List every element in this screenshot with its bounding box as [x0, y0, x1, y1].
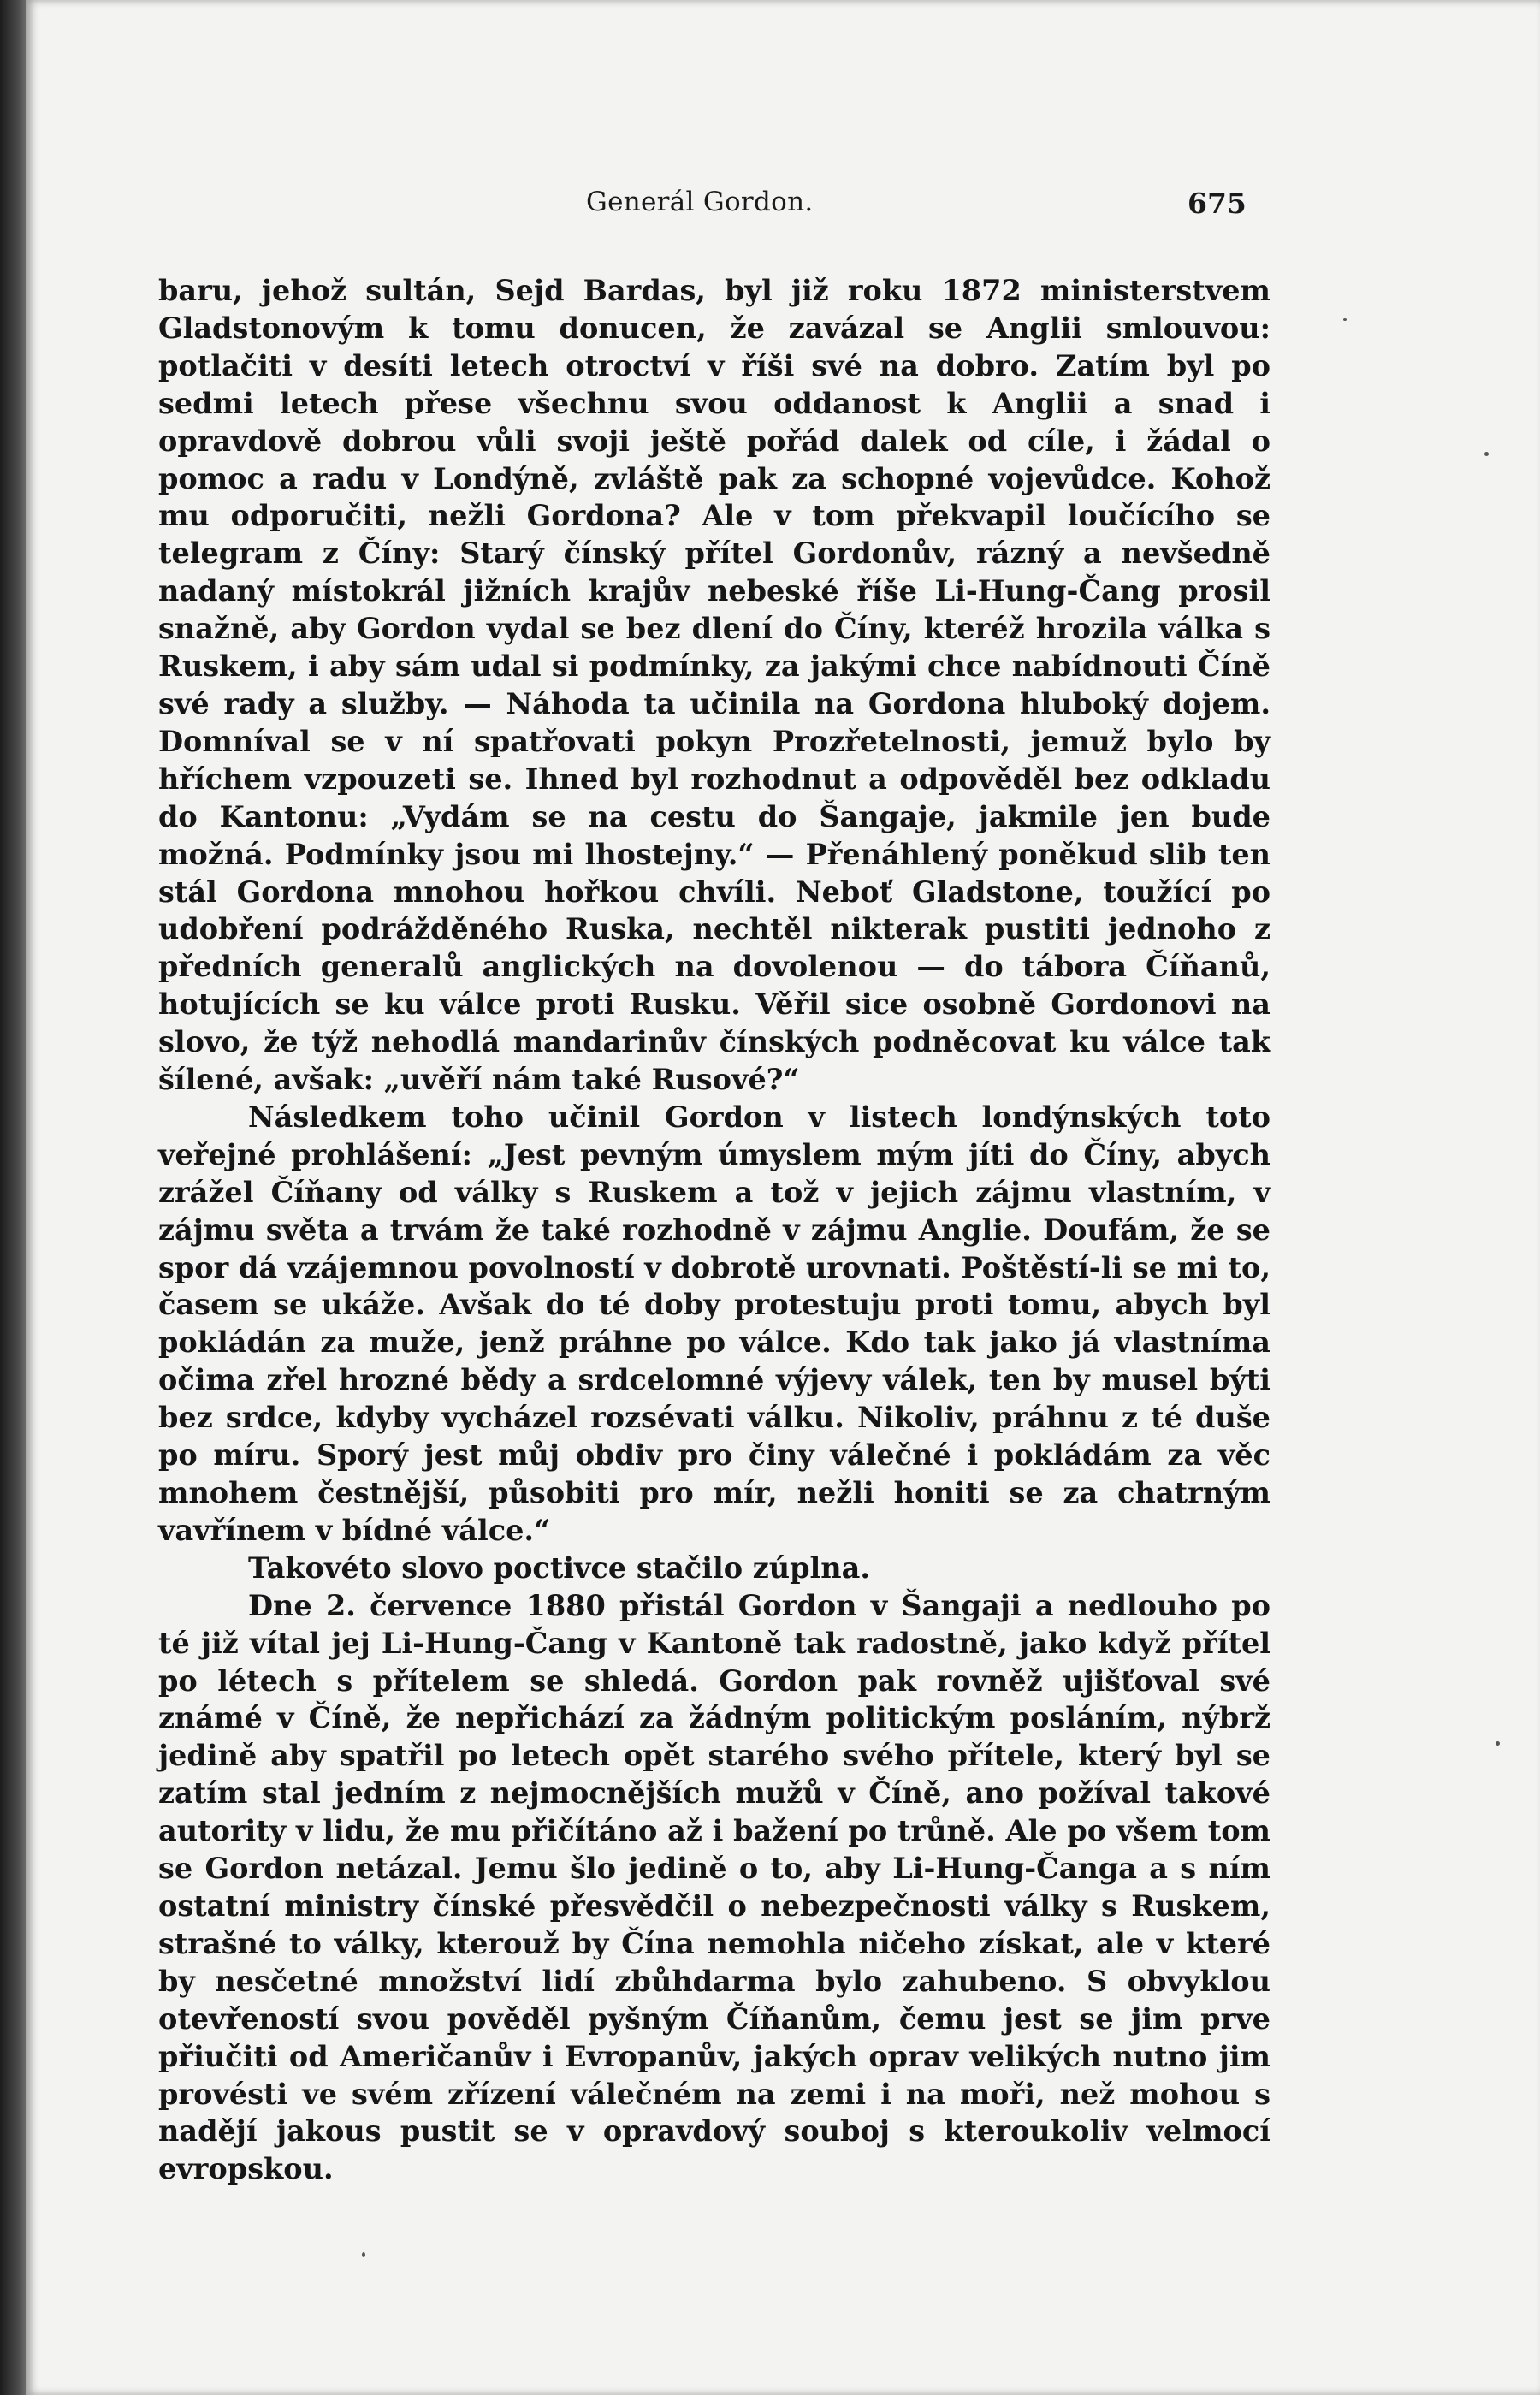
paper-speck — [1484, 452, 1489, 456]
running-title: Generál Gordon. — [586, 187, 814, 217]
page-number: 675 — [1188, 187, 1247, 220]
paragraph-2: Následkem toho učinil Gordon v listech londýnských toto veřejné prohlášení: „Jest pevným úmyslem mým jíti do Číny, abych zrážel Číňany od války s Ruskem a tož v jejich zájmu vlastním, v zájmu světa a trvám že také rozhodně v zájmu Anglie. Doufám, že se spor dá vzájemnou povolností v dobrotě urovnati. Poštěstí-li se mi to, časem se ukáže. Avšak do té doby protestuju proti tomu, abych byl pokládán za muže, jenž práhne po válce. Kdo tak jako já vlastníma očima zřel hrozné bědy a srdcelomné výjevy válek, ten by musel býti bez srdce, kdyby vycházel rozsévati válku. Nikoliv, práhnu z té duše po míru. Sporý jest můj obdiv pro činy válečné i pokládám za věc mnohem čestnější, působiti pro mír, nežli honiti se za chatrným vavřínem v bídné válce.“ — [158, 1100, 1270, 1547]
paragraph-3: Takovéto slovo poctivce stačilo zúplna. — [248, 1550, 871, 1585]
book-page — [26, 0, 1540, 2395]
page-header — [26, 187, 1540, 229]
paper-speck — [1496, 1741, 1500, 1746]
paper-speck — [362, 2252, 365, 2257]
body-text — [158, 272, 1270, 2188]
paragraph-4: Dne 2. července 1880 přistál Gordon v Šangaji a nedlouho po té již vítal jej Li-Hung-Čang v Kantoně tak radostně, jako když přítel po létech s přítelem se shledá. Gordon pak rovněž ujišťoval své známé v Číně, že nepřichází za žádným politickým posláním, nýbrž jedině aby spatřil po letech opět starého svého přítele, který byl se zatím stal jedním z nejmocnějších mužů v Číně, ano požíval takové autority v lidu, že mu přičítáno až i bažení po trůně. Ale po všem tom se Gordon netázal. Jemu šlo jedině o to, aby Li-Hung-Čanga a s ním ostatní ministry čínské přesvědčil o nebezpečnosti války s Ruskem, strašné to války, kterouž by Čína nemohla ničeho získat, ale v které by nesčetné množství lidí zbůhdarma bylo zahubeno. S obvyklou otevřeností svou pověděl pyšným Číňanům, čemu jest se jim prve přiučiti od Američanův i Evropanův, jakých oprav velikých nutno jim provésti ve svém zřízení válečném na zemi i na moři, než mohou s nadějí jakous pustit se v opravdový souboj s kteroukoliv velmocí evropskou. — [158, 1588, 1270, 2186]
paper-speck — [1343, 318, 1347, 321]
paragraph-1: baru, jehož sultán, Sejd Bardas, byl již roku 1872 ministerstvem Gladstonovým k tomu donucen, že zavázal se Anglii smlouvou: potlačiti v desíti letech otroctví v říši své na dobro. Zatím byl po sedmi letech přese všechnu svou oddanost k Anglii a snad i opravdově dobrou vůli svoji ještě pořád dalek od cíle, i žádal o pomoc a radu v Londýně, zvláště pak za schopné vojevůdce. Kohož mu odporučiti, nežli Gordona? Ale v tom překvapil loučícího se telegram z Číny: Starý čínský přítel Gordonův, rázný a nevšedně nadaný místokrál jižních krajův nebeské říše Li-Hung-Čang prosil snažně, aby Gordon vydal se bez dlení do Číny, kteréž hrozila válka s Ruskem, i aby sám udal si podmínky, za jakými chce nabídnouti Číně své rady a služby. — Náhoda ta učinila na Gordona hluboký dojem. Domníval se v ní spatřovati pokyn Prozřetelnosti, jemuž bylo by hříchem vzpouzeti se. Ihned byl rozhodnut a odpověděl bez odkladu do Kantonu: „Vydám se na cestu do Šangaje, jakmile jen bude možná. Podmínky jsou mi lhostejny.“ — Přenáhlený poněkud slib ten stál Gordona mnohou hořkou chvíli. Neboť Gladstone, toužící po udobření podrážděného Ruska, nechtěl nikterak pustiti jednoho z předních generalů anglických na dovolenou — do tábora Číňanů, hotujících se ku válce proti Rusku. Věřil sice osobně Gordonovi na slovo, že týž nehodlá mandarinův čínských podněcovat ku válce tak šílené, avšak: „uvěří nám také Rusové?“ — [158, 274, 1270, 1097]
book-spine-shadow — [0, 0, 26, 2395]
